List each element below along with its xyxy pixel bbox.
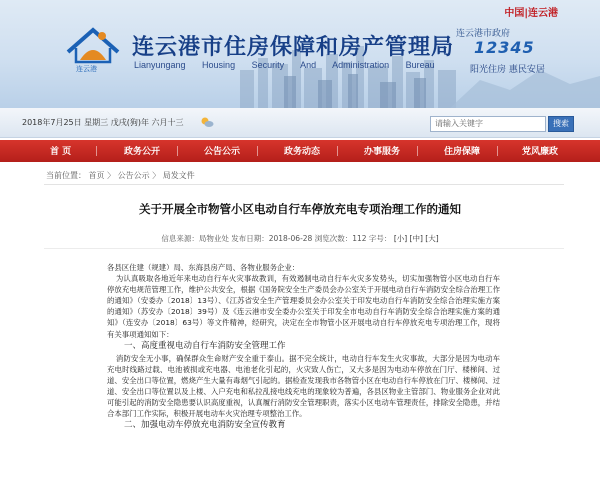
- article-paragraph: 为认真吸取各地近年来电动自行车火灾事故教训，有效遏制电动自行车火灾多发势头，切实加强物管小区电动自行车停放充电规范管理工作，维护公共安全，根据《国务院安全生产委员会办公室关于开展电动自行车消防安全综合治理工作的通知》（安委办〔2018〕13号）、《江苏省安全生产管理委员会办公室关于印发电动自行车消防安全综合治理实施方案的通知》（苏安办〔2018〕39号）及《连云港市安全委办公室关于印发全市电动自行车消防安全综合治理实施方案的通知》（连安办〔2018〕63号）等文件精神，经研究，决定在全市物管小区开展电动自行车停放充电专项治理工作，现将有关事项通知如下：: [107, 274, 500, 339]
- current-date: 2018年7月25日 星期三 戊戌(狗)年 六月十三: [22, 118, 184, 127]
- article-section-heading: 二、加强电动车停放充电消防安全宣传教育: [124, 420, 286, 431]
- breadcrumb-separator: 〉: [152, 171, 161, 180]
- bureau-logo-icon: [62, 22, 124, 72]
- nav-divider: [497, 146, 498, 156]
- breadcrumb-label: 当前位置：: [46, 171, 86, 180]
- info-bar: [0, 108, 600, 138]
- breadcrumb-link-home[interactable]: 首页: [88, 171, 105, 180]
- region-prefix: 中国: [504, 8, 525, 19]
- nav-housing-security[interactable]: 住房保障: [444, 147, 481, 157]
- nav-divider: [257, 146, 258, 156]
- hotline-banner[interactable]: [456, 26, 566, 96]
- nav-divider: [417, 146, 418, 156]
- nav-party-integrity[interactable]: 党风廉政: [522, 147, 559, 157]
- logo-text: 连云港: [76, 65, 97, 72]
- nav-divider: [337, 146, 338, 156]
- nav-home[interactable]: 首 页: [50, 147, 72, 157]
- nav-divider: [96, 146, 97, 156]
- site-title-en: Lianyungang Housing Security And Administration Bureau: [134, 60, 435, 70]
- breadcrumb: [46, 170, 195, 181]
- search-button[interactable]: 搜索: [548, 116, 574, 132]
- nav-government-affairs[interactable]: 政务公开: [124, 147, 161, 157]
- nav-government-news[interactable]: 政务动态: [284, 147, 321, 157]
- article-section-heading: 一、高度重视电动自行车消防安全管理工作: [124, 340, 286, 351]
- divider: [44, 184, 564, 185]
- weather-icon: [200, 116, 214, 128]
- article-meta: [0, 233, 600, 244]
- breadcrumb-link-documents[interactable]: 局发文件: [162, 171, 195, 180]
- region-name: 连云港: [528, 8, 558, 19]
- site-header: [0, 0, 600, 108]
- nav-announcements[interactable]: 公告公示: [204, 147, 241, 157]
- nav-divider: [177, 146, 178, 156]
- region-badge[interactable]: 中国|连云港: [504, 8, 558, 19]
- article-salutation: 各县区住建（规建）局、东海县房产局、各物业服务企业：: [107, 263, 300, 272]
- hotline-number: 12345: [474, 38, 535, 57]
- hotline-slogan: 阳光住房 惠民安居: [470, 65, 545, 75]
- article-paragraph: 消防安全无小事，确保群众生命财产安全重于泰山。据不完全统计，电动自行车发生火灾事故，大部分是因为电动车充电时线路过载、电池被损或充电器、电池老化引起的，火灾致人伤亡，又大多是因为电动车停放在门厅、楼梯间、过道、安全出口等位置，燃烧产生大量有毒烟气引起的。据检查发现我市各物管小区在电动自行车停放在门厅、楼梯间、过道、安全出口等位置以及上楼、入户充电和私拉乱接电线充电的现象较为普遍，各县区物业主管部门、物业服务企业对此可能引起的消防安全隐患要认识高度重视，认真履行消防安全管理职责，落实小区电动车管理责任，排除安全隐患，并结合本部门工作实际，积极开展电动车火灾治理专项整治工作。: [107, 353, 500, 419]
- font-size-controls[interactable]: [小] [中] [大]: [393, 234, 439, 243]
- main-nav: [0, 140, 600, 162]
- article-body: [107, 262, 500, 432]
- search-input[interactable]: 请输入关键字: [430, 116, 546, 132]
- site-title: 连云港市住房保障和房产管理局: [132, 35, 455, 60]
- divider: [44, 248, 564, 249]
- nav-services[interactable]: 办事服务: [364, 147, 401, 157]
- hotline-title: 连云港市政府: [456, 29, 511, 39]
- article-meta-text: 信息来源：局物业处 发布日期：2018-06-28 浏览次数：112 字号：: [161, 234, 392, 243]
- article-title: 关于开展全市物管小区电动自行车停放充电专项治理工作的通知: [139, 202, 461, 216]
- breadcrumb-separator: 〉: [107, 171, 116, 180]
- breadcrumb-link-announcements[interactable]: 公告公示: [117, 171, 150, 180]
